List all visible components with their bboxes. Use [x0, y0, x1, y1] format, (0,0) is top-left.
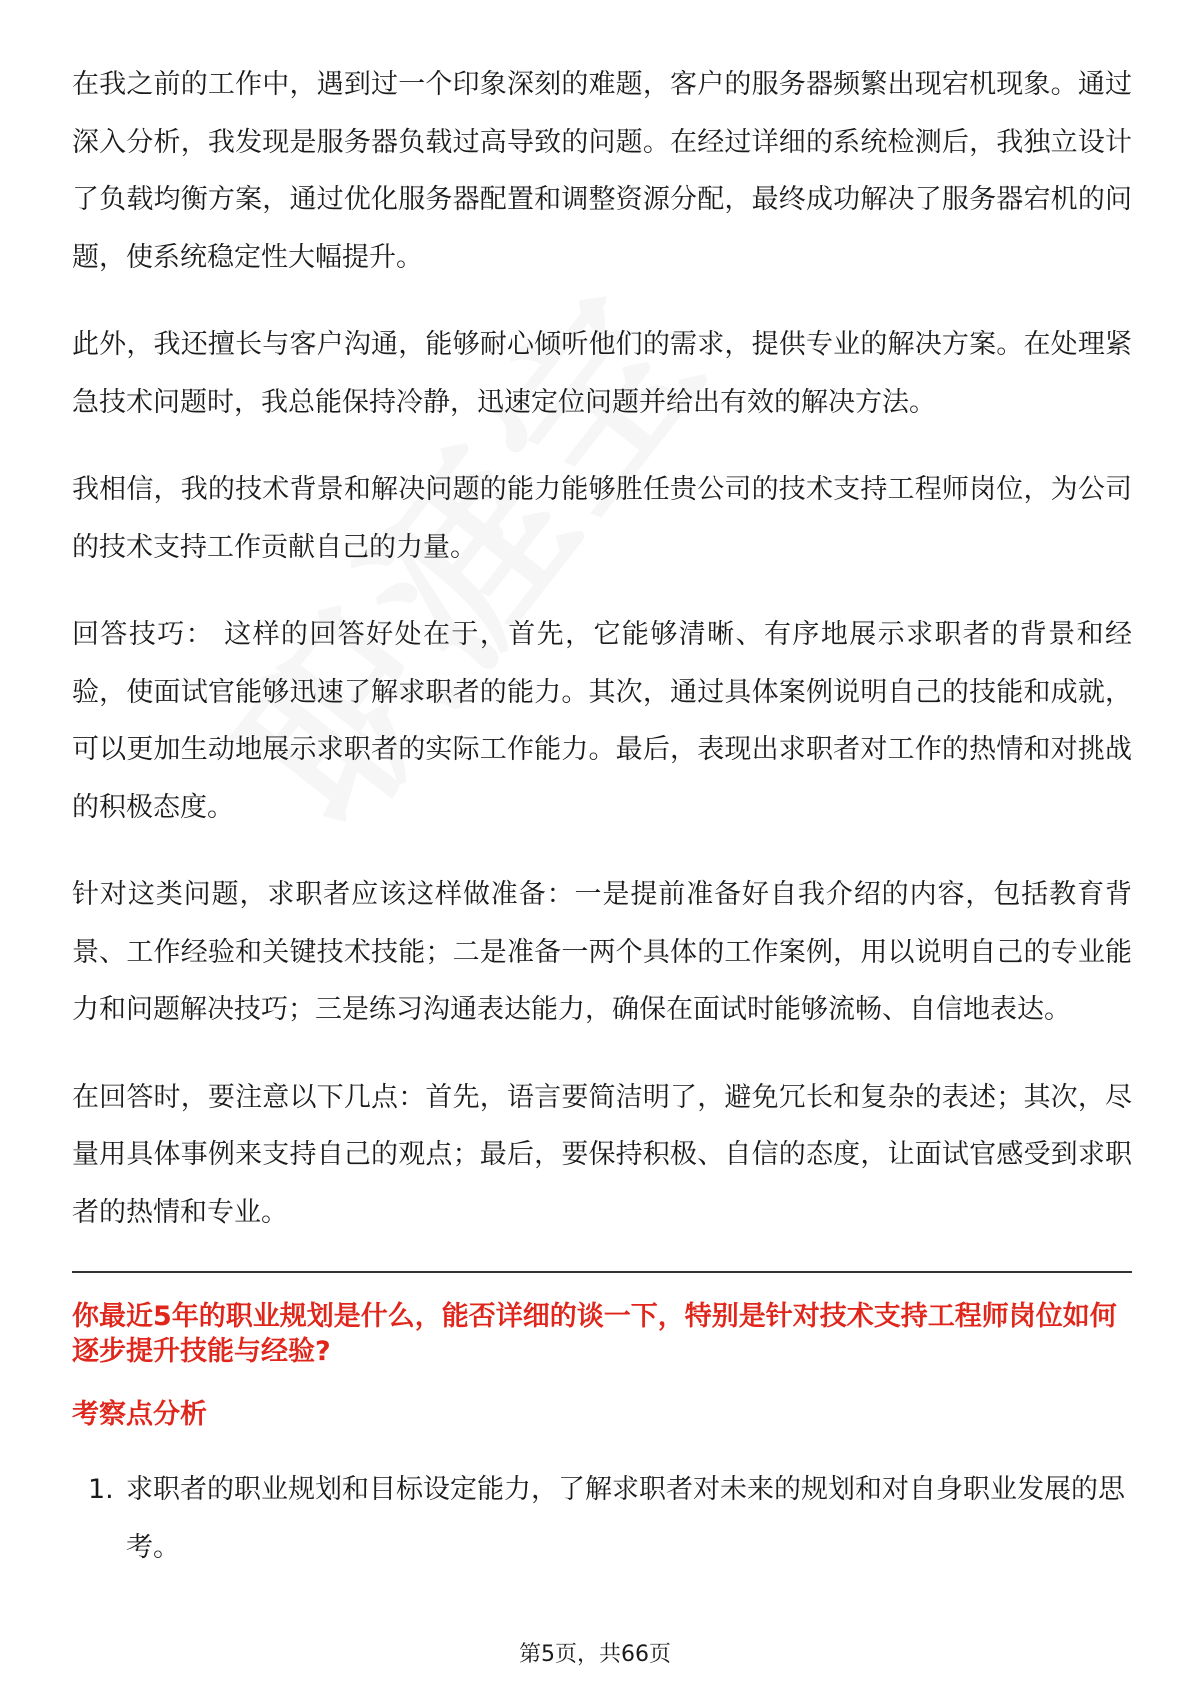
paragraph-2: 此外，我还擅长与客户沟通，能够耐心倾听他们的需求，提供专业的解决方案。在处理紧急技术问题时，我总能保持冷静，迅速定位问题并给出有效的解决方法。: [72, 329, 1132, 418]
list-item: [72, 1461, 1132, 1576]
page-number: 第5页，共66页: [519, 1642, 671, 1667]
analysis-heading: 考察点分析: [72, 1399, 207, 1430]
paragraph-5: 针对这类问题，求职者应该这样做准备：一是提前准备好自我介绍的内容，包括教育背景、工作经验和关键技术技能；二是准备一两个具体的工作案例，用以说明自己的专业能力和问题解决技巧；三是练习沟通表达能力，确保在面试时能够流畅、自信地表达。: [72, 879, 1132, 1025]
question-heading: 你最近5年的职业规划是什么，能否详细的谈一下，特别是针对技术支持工程师岗位如何逐步提升技能与经验?: [72, 1301, 1117, 1367]
document-body: [72, 56, 1132, 1576]
analysis-list: [72, 1461, 1132, 1576]
list-item-number: 1.: [88, 1474, 114, 1505]
paragraph-4: 回答技巧： 这样的回答好处在于，首先，它能够清晰、有序地展示求职者的背景和经验，使面试官能够迅速了解求职者的能力。其次，通过具体案例说明自己的技能和成就，可以更加生动地展示求职者的实际工作能力。最后，表现出求职者对工作的热情和对挑战的积极态度。: [72, 619, 1132, 823]
paragraph-3: 我相信，我的技术背景和解决问题的能力能够胜任贵公司的技术支持工程师岗位，为公司的技术支持工作贡献自己的力量。: [72, 474, 1132, 563]
paragraph-6: 在回答时，要注意以下几点：首先，语言要简洁明了，避免冗长和复杂的表述；其次，尽量用具体事例来支持自己的观点；最后，要保持积极、自信的态度，让面试官感受到求职者的热情和专业。: [72, 1081, 1132, 1228]
list-item-text: 求职者的职业规划和目标设定能力，了解求职者对未来的规划和对自身职业发展的思考。: [126, 1474, 1125, 1563]
section-divider: [72, 1271, 1132, 1273]
paragraph-1: 在我之前的工作中，遇到过一个印象深刻的难题，客户的服务器频繁出现宕机现象。通过深入分析，我发现是服务器负载过高导致的问题。在经过详细的系统检测后，我独立设计了负载均衡方案，通过优化服务器配置和调整资源分配，最终成功解决了服务器宕机的问题，使系统稳定性大幅提升。: [72, 69, 1132, 273]
